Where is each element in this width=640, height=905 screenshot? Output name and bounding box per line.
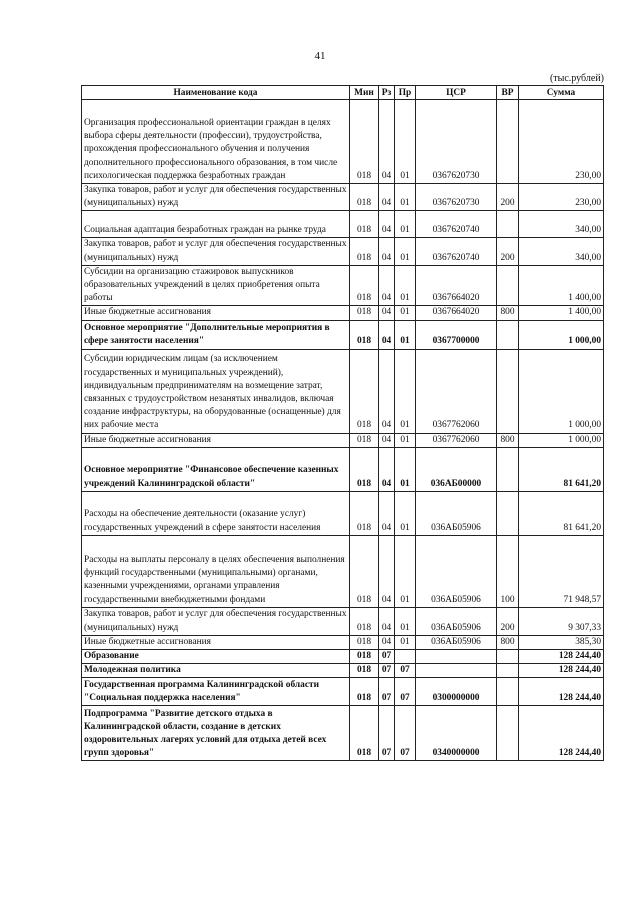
cell-sum: 1 000,00 (519, 320, 604, 349)
cell-min: 018 (350, 447, 379, 491)
cell-pr: 07 (395, 678, 416, 706)
cell-vr (497, 706, 519, 761)
table-row (82, 664, 604, 678)
cell-pr: 07 (395, 706, 416, 761)
cell-vr: 200 (497, 184, 519, 211)
cell-rz: 04 (379, 211, 395, 238)
cell-rz: 04 (379, 491, 395, 535)
cell-name: Государственная программа Калининградской области "Социальная поддержка населения" (82, 678, 350, 706)
cell-sum: 1 000,00 (519, 433, 604, 447)
cell-name: Закупка товаров, работ и услуг для обеспечения государственных (муниципальных) нужд (82, 238, 350, 265)
cell-sum: 1 400,00 (519, 306, 604, 320)
cell-vr: 200 (497, 607, 519, 635)
column-header-rz: Рз (379, 86, 395, 100)
cell-name: Расходы на выплаты персоналу в целях обеспечения выполнения функций государственными (муниципальными) органами, казенными учреждениями, органами управления государственными внебюджетными фондами (82, 535, 350, 607)
cell-sum: 1 400,00 (519, 265, 604, 306)
cell-pr: 07 (395, 664, 416, 678)
cell-vr (497, 491, 519, 535)
cell-min: 018 (350, 664, 379, 678)
cell-vr (497, 664, 519, 678)
cell-vr: 100 (497, 535, 519, 607)
cell-sum: 340,00 (519, 238, 604, 265)
cell-vr (497, 100, 519, 184)
cell-vr: 800 (497, 433, 519, 447)
cell-rz: 04 (379, 320, 395, 349)
cell-sum: 230,00 (519, 184, 604, 211)
column-header-pr: Пр (395, 86, 416, 100)
cell-rz: 07 (379, 706, 395, 761)
cell-pr: 01 (395, 607, 416, 635)
cell-min: 018 (350, 607, 379, 635)
cell-rz: 07 (379, 664, 395, 678)
cell-sum: 9 307,33 (519, 607, 604, 635)
table-header-row (82, 86, 604, 100)
table-row (82, 433, 604, 447)
cell-min: 018 (350, 320, 379, 349)
cell-vr: 200 (497, 238, 519, 265)
cell-name: Подпрограмма "Развитие детского отдыха в Калининградской области, создание в детских оздоровительных лагерях условий для отдыха детей всех групп здоровья" (82, 706, 350, 761)
cell-pr: 01 (395, 306, 416, 320)
cell-pr: 01 (395, 349, 416, 433)
cell-rz: 07 (379, 678, 395, 706)
cell-pr: 01 (395, 635, 416, 649)
cell-name: Социальная адаптация безработных граждан на рынке труда (82, 211, 350, 238)
table-row (82, 535, 604, 607)
cell-vr (497, 678, 519, 706)
cell-rz: 04 (379, 100, 395, 184)
table-row (82, 635, 604, 649)
cell-name: Закупка товаров, работ и услуг для обеспечения государственных (муниципальных) нужд (82, 184, 350, 211)
cell-csr (416, 664, 497, 678)
cell-min: 018 (350, 306, 379, 320)
cell-min: 018 (350, 349, 379, 433)
cell-name: Субсидии на организацию стажировок выпускников образовательных учреждений в целях приобретения опыта работы (82, 265, 350, 306)
cell-csr: 0367664020 (416, 306, 497, 320)
cell-sum: 128 244,40 (519, 650, 604, 664)
cell-csr: 0367620730 (416, 184, 497, 211)
cell-min: 018 (350, 535, 379, 607)
budget-table (81, 85, 604, 761)
table-body (82, 100, 604, 761)
cell-rz: 04 (379, 238, 395, 265)
cell-csr: 036АБ05906 (416, 635, 497, 649)
cell-min: 018 (350, 678, 379, 706)
table-row (82, 184, 604, 211)
cell-csr (416, 650, 497, 664)
cell-vr (497, 265, 519, 306)
cell-pr: 01 (395, 184, 416, 211)
table-row (82, 706, 604, 761)
cell-min: 018 (350, 635, 379, 649)
cell-name: Молодежная политика (82, 664, 350, 678)
cell-name: Закупка товаров, работ и услуг для обеспечения государственных (муниципальных) нужд (82, 607, 350, 635)
cell-rz: 04 (379, 535, 395, 607)
cell-vr (497, 447, 519, 491)
cell-rz: 04 (379, 306, 395, 320)
cell-pr (395, 650, 416, 664)
column-header-sum: Сумма (519, 86, 604, 100)
cell-name: Субсидии юридическим лицам (за исключением государственных и муниципальных учреждений), индивидуальным предпринимателям на возмещение затрат, связанных с трудоустройством незанятых инвалидов, включая создание инфраструктуры, на оборудованные (оснащенные) для них рабочие места (82, 349, 350, 433)
cell-min: 018 (350, 211, 379, 238)
cell-sum: 128 244,40 (519, 664, 604, 678)
table-row (82, 238, 604, 265)
cell-min: 018 (350, 706, 379, 761)
cell-pr: 01 (395, 491, 416, 535)
cell-csr: 0367762060 (416, 433, 497, 447)
column-header-csr: ЦСР (416, 86, 497, 100)
cell-name: Основное мероприятие "Финансовое обеспечение казенных учреждений Калининградской области" (82, 447, 350, 491)
table-row (82, 320, 604, 349)
table-row (82, 491, 604, 535)
table-row (82, 349, 604, 433)
cell-csr: 0367664020 (416, 265, 497, 306)
cell-vr (497, 320, 519, 349)
cell-pr: 01 (395, 265, 416, 306)
table-row (82, 650, 604, 664)
table-row (82, 211, 604, 238)
cell-pr: 01 (395, 535, 416, 607)
cell-rz: 07 (379, 650, 395, 664)
cell-csr: 036АБ00000 (416, 447, 497, 491)
cell-csr: 0367620730 (416, 100, 497, 184)
cell-vr: 800 (497, 306, 519, 320)
table-row (82, 447, 604, 491)
column-header-vr: ВР (497, 86, 519, 100)
cell-vr (497, 211, 519, 238)
cell-sum: 81 641,20 (519, 491, 604, 535)
cell-csr: 036АБ05906 (416, 607, 497, 635)
cell-rz: 04 (379, 349, 395, 433)
cell-vr: 800 (497, 635, 519, 649)
table-row (82, 607, 604, 635)
cell-sum: 71 948,57 (519, 535, 604, 607)
cell-name: Иные бюджетные ассигнования (82, 306, 350, 320)
cell-csr: 036АБ05906 (416, 535, 497, 607)
cell-csr: 0340000000 (416, 706, 497, 761)
cell-csr: 0367762060 (416, 349, 497, 433)
cell-sum: 81 641,20 (519, 447, 604, 491)
cell-pr: 01 (395, 447, 416, 491)
cell-min: 018 (350, 433, 379, 447)
cell-rz: 04 (379, 635, 395, 649)
cell-csr: 0300000000 (416, 678, 497, 706)
cell-name: Иные бюджетные ассигнования (82, 433, 350, 447)
cell-csr: 0367700000 (416, 320, 497, 349)
cell-rz: 04 (379, 265, 395, 306)
cell-min: 018 (350, 650, 379, 664)
cell-name: Иные бюджетные ассигнования (82, 635, 350, 649)
cell-name: Организация профессиональной ориентации граждан в целях выбора сферы деятельности (профессии), трудоустройства, прохождения профессионального обучения и получения дополнительного профессионального образования, в том числе психологическая поддержка безработных граждан (82, 100, 350, 184)
cell-sum: 230,00 (519, 100, 604, 184)
cell-pr: 01 (395, 433, 416, 447)
cell-sum: 385,30 (519, 635, 604, 649)
column-header-min: Мин (350, 86, 379, 100)
cell-name: Образование (82, 650, 350, 664)
cell-min: 018 (350, 265, 379, 306)
table-row (82, 306, 604, 320)
cell-name: Расходы на обеспечение деятельности (оказание услуг) государственных учреждений в сфере занятости населения (82, 491, 350, 535)
cell-pr: 01 (395, 238, 416, 265)
cell-min: 018 (350, 238, 379, 265)
units-label: (тыс.рублей) (549, 73, 604, 84)
cell-csr: 036АБ05906 (416, 491, 497, 535)
cell-pr: 01 (395, 320, 416, 349)
cell-rz: 04 (379, 607, 395, 635)
cell-name: Основное мероприятие "Дополнительные мероприятия в сфере занятости населения" (82, 320, 350, 349)
cell-vr (497, 349, 519, 433)
cell-min: 018 (350, 184, 379, 211)
cell-sum: 128 244,40 (519, 678, 604, 706)
column-header-name: Наименование кода (82, 86, 350, 100)
cell-pr: 01 (395, 100, 416, 184)
cell-rz: 04 (379, 433, 395, 447)
cell-sum: 128 244,40 (519, 706, 604, 761)
table-row (82, 265, 604, 306)
cell-csr: 0367620740 (416, 211, 497, 238)
cell-rz: 04 (379, 184, 395, 211)
page-number: 41 (314, 50, 326, 62)
cell-sum: 340,00 (519, 211, 604, 238)
cell-min: 018 (350, 100, 379, 184)
cell-rz: 04 (379, 447, 395, 491)
table-row (82, 100, 604, 184)
cell-vr (497, 650, 519, 664)
cell-sum: 1 000,00 (519, 349, 604, 433)
table-row (82, 678, 604, 706)
cell-pr: 01 (395, 211, 416, 238)
cell-csr: 0367620740 (416, 238, 497, 265)
cell-min: 018 (350, 491, 379, 535)
